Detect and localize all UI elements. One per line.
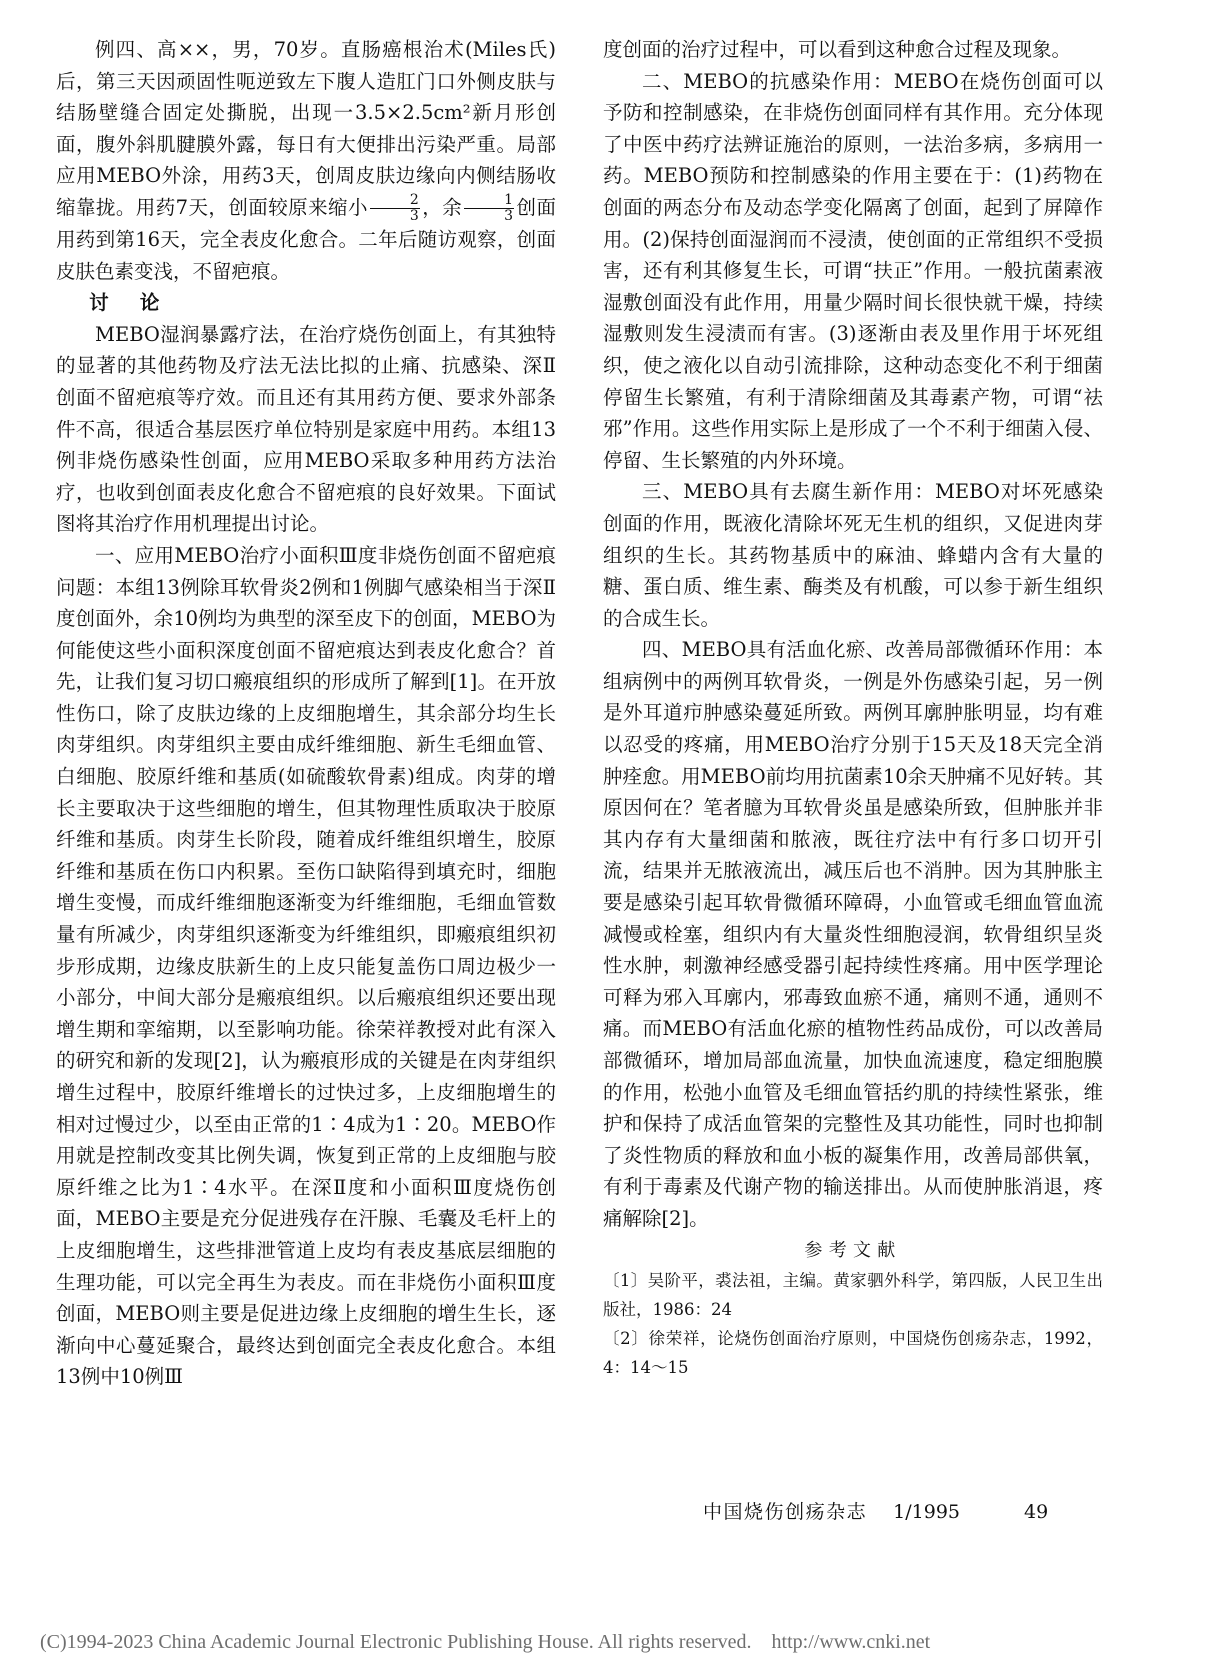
fraction-numerator: 1 <box>464 193 514 209</box>
copyright-text: (C)1994-2023 China Academic Journal Electronic Publishing House. All rights reserved. <box>40 1631 752 1653</box>
fraction-denominator: 3 <box>504 207 514 224</box>
discussion-intro: MEBO湿润暴露疗法，在治疗烧伤创面上，有其独特的显著的其他药物及疗法无法比拟的止痛、抗感染、深Ⅱ创面不留疤痕等疗效。而且还有其用药方便、要求外部条件不高，很适合基层医疗单位特别是家庭中用药。本组13例非烧伤感染性创面，应用MEBO采取多种用药方法治疗，也收到创面表皮化愈合不留疤痕的良好效果。下面试图将其治疗作用机理提出讨论。 <box>56 322 556 536</box>
reference-item: 〔2〕徐荣祥，论烧伤创面治疗原则，中国烧伤创疡杂志，1992，4：14～15 <box>603 1329 1103 1378</box>
fraction-denominator: 3 <box>409 207 419 224</box>
section-two-paragraph: 二、MEBO的抗感染作用：MEBO在烧伤创面可以予防和控制感染，在非烧伤创面同样有其作用。充分体现了中医中药疗法辨证施治的原则，一法治多病，多病用一药。MEBO预防和控制感染的作用主要在于：(1)药物在创面的两态分布及动态学变化隔离了创面，起到了屏障作用。(2)保持创面湿润而不浸渍，使创面的正常组织不受损害，还有利其修复生长，可谓“扶正”作用。一般抗菌素液湿敷创面没有此作用，用量少隔时间长很快就干燥，持续湿敷则发生浸渍而有害。(3)逐渐由表及里作用于坏死组织，使之液化以自动引流排除，这种动态变化不利于细菌停留生长繁殖，有利于清除细菌及其毒素产物，可谓“祛邪”作用。这些作用实际上是形成了一个不利于细菌入侵、停留、生长繁殖的内外环境。 <box>603 69 1103 472</box>
page-number: 49 <box>1024 1501 1049 1523</box>
section-four-paragraph: 四、MEBO具有活血化瘀、改善局部微循环作用：本组病例中的两例耳软骨炎，一例是外伤感染引起，另一例是外耳道疖肿感染蔓延所致。两例耳廓肿胀明显，均有难以忍受的疼痛，用MEBO治疗分别于15天及18天完全消肿痊愈。用MEBO前均用抗菌素10余天肿痛不见好转。其原因何在？笔者臆为耳软骨炎虽是感染所致，但肿胀并非其内存有大量细菌和脓液，既往疗法中有行多口切开引流，结果并无脓液流出，减压后也不消肿。因为其肿胀主要是感染引起耳软骨微循环障碍，小血管或毛细血管血流减慢或栓塞，组织内有大量炎性细胞浸润，软骨组织呈炎性水肿，刺激神经感受器引起持续性疼痛。用中医学理论可释为邪入耳廓内，邪毒致血瘀不通，痛则不通，通则不痛。而MEBO有活血化瘀的植物性药品成份，可以改善局部微循环，增加局部血流量，加快血流速度，稳定细胞膜的作用，松弛小血管及毛细血管括约肌的持续性紧张，维护和保持了成活血管架的完整性及其功能性，同时也抑制了炎性物质的释放和血小板的凝集作用，改善局部供氧，有利于毒素及代谢产物的输送排出。从而使肿胀消退，疼痛解除[2]。 <box>603 638 1103 1230</box>
page-footer <box>703 1497 1048 1524</box>
journal-name: 中国烧伤创疡杂志 <box>703 1501 868 1523</box>
reference-item: 〔1〕吴阶平，裘法祖，主编。黄家驷外科学，第四版，人民卫生出版社，1986：24 <box>603 1271 1103 1320</box>
section-three-paragraph: 三、MEBO具有去腐生新作用：MEBO对坏死感染创面的作用，既液化清除坏死无生机的组织，又促进肉芽组织的生长。其药物基质中的麻油、蜂蜡内含有大量的糖、蛋白质、维生素、酶类及有机酸，可以参于新生组织的合成生长。 <box>603 480 1103 630</box>
journal-issue: 1/1995 <box>893 1501 961 1523</box>
copyright-notice <box>40 1631 1200 1654</box>
case-four-paragraph <box>56 34 556 287</box>
case-four-text-3: 创面用药到第16天，完全表皮化愈合。二年后随访观察，创面皮肤色素变浅，不留疤痕。 <box>56 195 556 283</box>
case-four-text-2: ，余 <box>421 195 463 219</box>
left-column <box>56 34 556 1393</box>
cnki-url[interactable]: http://www.cnki.net <box>771 1631 931 1653</box>
discussion-heading: 讨论 <box>89 291 191 315</box>
section-one-paragraph: 一、应用MEBO治疗小面积Ⅲ度非烧伤创面不留疤痕问题：本组13例除耳软骨炎2例和1例脚气感染相当于深Ⅱ度创面外，余10例均为典型的深至皮下的创面，MEBO为何能使这些小面积深度创面不留疤痕达到表皮化愈合？首先，让我们复习切口瘢痕组织的形成所了解到[1]。在开放性伤口，除了皮肤边缘的上皮细胞增生，其余部分均生长肉芽组织。肉芽组织主要由成纤维细胞、新生毛细血管、白细胞、胶原纤维和基质(如硫酸软骨素)组成。肉芽的增长主要取决于这些细胞的增生，但其物理性质取决于胶原纤维和基质。肉芽生长阶段，随着成纤维组织增生，胶原纤维和基质在伤口内积累。至伤口缺陷得到填充时，细胞增生变慢，而成纤维细胞逐渐变为纤维细胞，毛细血管数量有所减少，肉芽组织逐渐变为纤维组织，即瘢痕组织初步形成期，边缘皮肤新生的上皮只能复盖伤口周边极少一小部分，中间大部分是瘢痕组织。以后瘢痕组织还要出现增生期和挛缩期，以至影响功能。徐荣祥教授对此有深入的研究和新的发现[2]，认为瘢痕形成的关键是在肉芽组织增生过程中，胶原纤维增长的过快过多，上皮细胞增生的相对过慢过少，以至由正常的1∶4成为1∶20。MEBO作用就是控制改变其比例失调，恢复到正常的上皮细胞与胶原纤维之比为1∶4水平。在深Ⅱ度和小面积Ⅲ度烧伤创面，MEBO主要是充分促进残存在汗腺、毛囊及毛杆上的上皮细胞增生，这些排泄管道上皮均有表皮基底层细胞的生理功能，可以完全再生为表皮。而在非烧伤小面积Ⅲ度创面，MEBO则主要是促进边缘上皮细胞的增生生长，逐渐向中心蔓延聚合，最终达到创面完全表皮化愈合。本组13例中10例Ⅲ <box>56 543 556 1389</box>
fraction-two-thirds <box>370 193 420 224</box>
case-four-text-1: 例四、高××，男，70岁。直肠癌根治术(Miles氏)后，第三天因顽固性呃逆致左下腹人造肛门口外侧皮肤与结肠壁缝合固定处撕脱，出现一3.5×2.5cm²新月形创面，腹外斜肌腱膜外露，每日有大便排出污染严重。局部应用MEBO外涂，用药3天，创周皮肤边缘向内侧结肠收缩靠拢。用药7天，创面较原来缩小 <box>56 38 556 219</box>
fraction-numerator: 2 <box>370 193 420 209</box>
section-one-continued: 度创面的治疗过程中，可以看到这种愈合过程及现象。 <box>603 38 1072 61</box>
references-title: 参考文献 <box>804 1239 902 1261</box>
right-column <box>603 34 1103 1382</box>
fraction-one-third <box>464 193 514 224</box>
